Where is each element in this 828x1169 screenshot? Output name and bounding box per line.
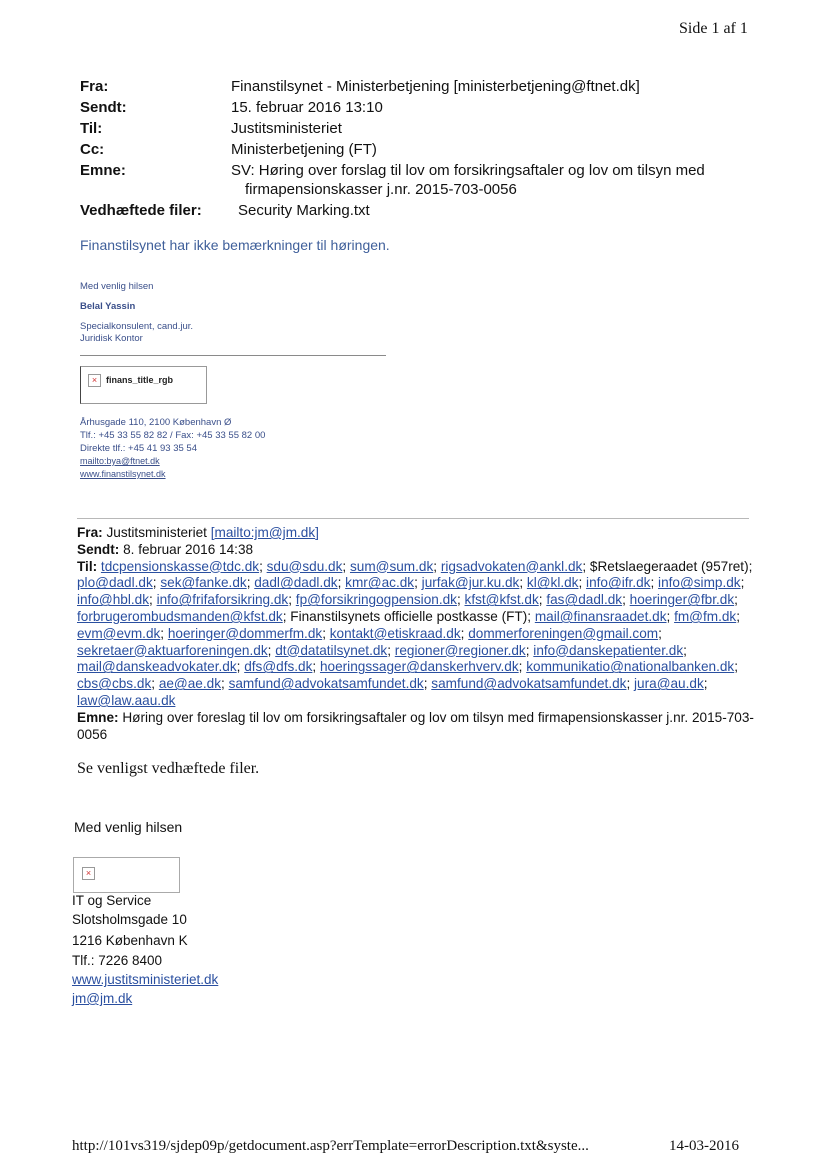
recipient[interactable]: fm@fm.dk [674,608,737,624]
broken-image-icon: × [82,867,95,880]
to-value: Justitsministeriet [231,120,342,137]
inner-from-mailto[interactable]: mailto:jm@jm.dk [214,525,316,540]
footer-date: 14-03-2016 [669,1138,739,1154]
sig2-city: 1216 København K [72,933,188,948]
reply-body: Finanstilsynet har ikke bemærkninger til høringen. [80,237,390,253]
sig-direct: Direkte tlf.: +45 41 93 35 54 [80,443,197,454]
recipient[interactable]: sekretaer@aktuarforeningen.dk [77,642,268,658]
logo-placeholder [80,366,207,404]
recipient[interactable]: dt@datatilsynet.dk [275,642,388,658]
message-separator [77,518,749,519]
inner-to-label: Til: [77,558,98,574]
recipient[interactable]: mail@danskeadvokater.dk [77,659,237,675]
recipient[interactable]: dadl@dadl.dk [254,575,338,591]
to-label: Til: [80,120,103,137]
cc-value: Ministerbetjening (FT) [231,141,377,158]
recipient[interactable]: dfs@dfs.dk [244,659,313,675]
attachments-label: Vedhæftede filer: [80,202,202,219]
sig2-web-link[interactable]: www.justitsministeriet.dk [72,972,219,987]
recipient[interactable]: sdu@sdu.dk [266,558,343,574]
recipient[interactable]: kl@kl.dk [526,575,579,591]
subject-value-cont: firmapensionskasser j.nr. 2015-703-0056 [245,181,517,198]
recipient[interactable]: samfund@advokatsamfundet.dk [431,676,627,692]
recipient[interactable]: fas@dadl.dk [546,592,623,608]
sent-value: 15. februar 2016 13:10 [231,99,383,116]
sig2-street: Slotsholmsgade 10 [72,912,187,927]
recipient[interactable]: regioner@regioner.dk [394,642,526,658]
sig2-image-placeholder [73,857,180,893]
sig2-dept: IT og Service [72,893,152,908]
sig-office: Juridisk Kontor [80,333,143,344]
recipient[interactable]: info@ifr.dk [586,575,651,591]
inner-from-row [77,525,757,542]
recipient[interactable]: info@simp.dk [658,575,741,591]
recipient[interactable]: forbrugerombudsmanden@kfst.dk [77,608,283,624]
sig-name: Belal Yassin [80,301,136,312]
inner-subject-value: Høring over foreslag til lov om forsikringsaftaler og lov om tilsyn med firmapensionskasser j.nr. 2015-703-0056 [77,709,754,742]
recipient[interactable]: tdcpensionskasse@tdc.dk [100,558,260,574]
inner-subject-label: Emne: [77,709,119,725]
recipient[interactable]: info@danskepatienter.dk [533,642,684,658]
recipient[interactable]: hoeringer@dommerfm.dk [167,625,323,641]
recipient[interactable]: hoeringer@fbr.dk [629,592,735,608]
inner-subject-row [77,710,757,744]
recipient[interactable]: jurfak@jur.ku.dk [421,575,520,591]
sig-address: Århusgade 110, 2100 København Ø [80,417,232,428]
recipient[interactable]: info@hbl.dk [77,592,149,608]
page-number: Side 1 af 1 [679,20,748,37]
logo-label: finans_title_rgb [106,375,174,385]
recipient[interactable]: law@law.aau.dk [77,692,176,708]
recipient[interactable]: cbs@cbs.dk [77,676,152,692]
recipient[interactable]: plo@dadl.dk [77,575,153,591]
sig2-email-link[interactable]: jm@jm.dk [72,991,133,1006]
inner-from-label: Fra: [77,525,103,540]
inner-sent-label: Sendt: [77,541,120,557]
cc-label: Cc: [80,141,105,158]
recipient[interactable]: rigsadvokaten@ankl.dk [440,558,583,574]
recipient[interactable]: kommunikatio@nationalbanken.dk [526,659,735,675]
inner-from-bracket-close: ] [315,525,319,540]
recipient[interactable]: jura@au.dk [634,676,704,692]
sig2-greeting: Med venlig hilsen [74,819,183,835]
inner-sent-row [77,542,757,559]
sig-greeting: Med venlig hilsen [80,281,154,292]
recipient[interactable]: sum@sum.dk [349,558,434,574]
recipient[interactable]: sek@fanke.dk [160,575,247,591]
recipient[interactable]: hoeringssager@danskerhverv.dk [319,659,519,675]
sig2-phone: Tlf.: 7226 8400 [72,953,163,968]
inner-body: Se venligst vedhæftede filer. [77,760,260,777]
recipient[interactable]: kfst@kfst.dk [464,592,539,608]
inner-email [77,525,757,743]
sig-divider [80,355,386,356]
sig-web-link[interactable]: www.finanstilsynet.dk [80,469,166,479]
recipient: Finanstilsynets officielle postkasse (FT) [290,608,528,624]
recipient[interactable]: kontakt@etiskraad.dk [329,625,461,641]
subject-value: SV: Høring over forslag til lov om forsikringsaftaler og lov om tilsyn med [231,162,705,179]
inner-from-bracket-open: [ [210,525,215,540]
recipient: $Retslaegeraadet (957ret) [589,558,749,574]
sent-label: Sendt: [80,99,127,116]
recipient-list: tdcpensionskasse@tdc.dk; sdu@sdu.dk; sum@sum.dk; rigsadvokaten@ankl.dk; $Retslaegeraadet (957ret); plo@dadl.dk; sek@fanke.dk; dadl@dadl.dk; kmr@ac.dk; jurfak@jur.ku.dk; kl@kl.dk; info@ifr.dk; info@simp.dk; info@hbl.dk; info@frifaforsikring.dk; fp@forsikringogpension.dk; kfst@kfst.dk; fas@dadl.dk; hoeringer@fbr.dk; forbrugerombudsmanden@kfst.dk; Finanstilsynets officielle postkasse (FT); mail@finansraadet.dk; fm@fm.dk; evm@evm.dk; hoeringer@dommerfm.dk; kontakt@etiskraad.dk; dommerforeningen@gmail.com; sekretaer@aktuarforeningen.dk; dt@datatilsynet.dk; regioner@regioner.dk; info@danskepatienter.dk; mail@danskeadvokater.dk; dfs@dfs.dk; hoeringssager@danskerhverv.dk; kommunikatio@nationalbanken.dk; cbs@cbs.dk; ae@ae.dk; samfund@advokatsamfundet.dk; samfund@advokatsamfundet.dk; jura@au.dk; law@law.aau.dk [77,558,753,708]
subject-label: Emne: [80,162,126,179]
recipient[interactable]: kmr@ac.dk [345,575,415,591]
inner-to-row [77,559,757,710]
recipient[interactable]: dommerforeningen@gmail.com [468,625,659,641]
sig-title: Specialkonsulent, cand.jur. [80,321,194,332]
recipient[interactable]: ae@ae.dk [158,676,221,692]
recipient[interactable]: evm@evm.dk [77,625,161,641]
from-value: Finanstilsynet - Ministerbetjening [ministerbetjening@ftnet.dk] [231,78,640,95]
from-label: Fra: [80,78,109,95]
recipient[interactable]: samfund@advokatsamfundet.dk [228,676,424,692]
recipient[interactable]: mail@finansraadet.dk [534,608,667,624]
attachment-file[interactable]: Security Marking.txt [238,202,370,219]
recipient[interactable]: fp@forsikringogpension.dk [295,592,457,608]
broken-image-icon: × [88,374,101,387]
inner-sent-value: 8. februar 2016 14:38 [123,541,254,557]
sig-mailto-link[interactable]: mailto:bya@ftnet.dk [80,456,160,466]
footer-url: http://101vs319/sjdep09p/getdocument.asp?errTemplate=errorDescription.txt&syste... [72,1138,589,1154]
recipient[interactable]: info@frifaforsikring.dk [156,592,289,608]
sig-phone: Tlf.: +45 33 55 82 82 / Fax: +45 33 55 82 00 [80,430,266,441]
inner-from-name: Justitsministeriet [106,525,207,540]
